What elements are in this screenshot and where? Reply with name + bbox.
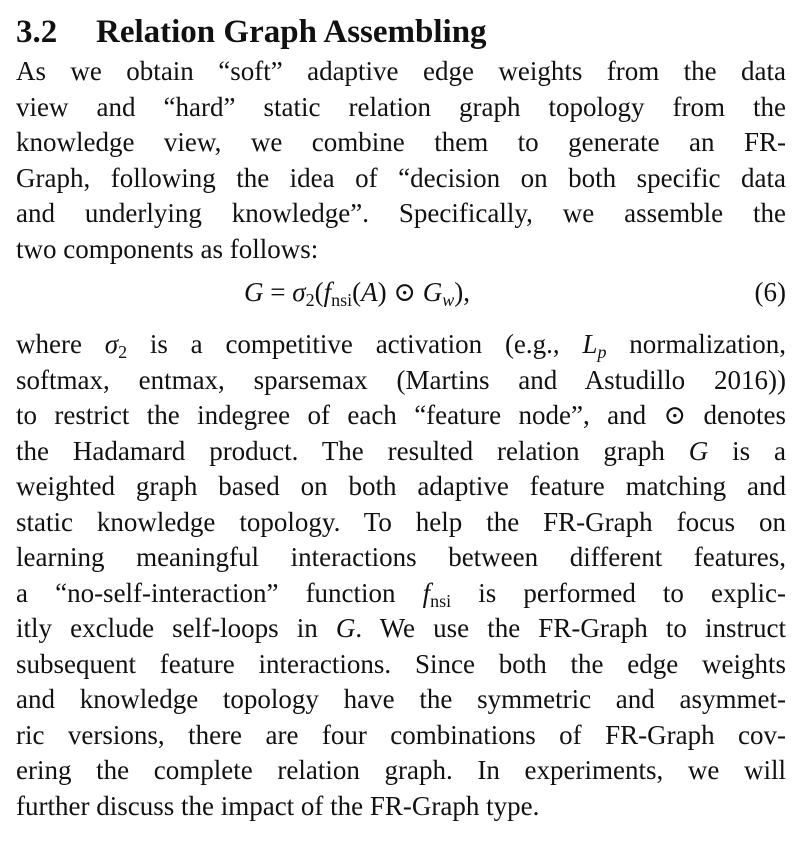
text-line: learning meaningful interactions between different features, — [16, 542, 786, 572]
math-subscript: nsi — [430, 590, 452, 611]
section-title: Relation Graph Assembling — [96, 14, 487, 50]
text-span: itly exclude self-loops in — [16, 613, 336, 643]
text-span: is performed to explic- — [451, 577, 786, 608]
text-span: is a competitive activation (e.g., — [127, 329, 583, 359]
section-heading — [16, 10, 786, 54]
text-span: the Hadamard product. The resulted relation graph — [16, 435, 689, 466]
math-symbol: σ — [104, 329, 119, 359]
text-line: to restrict the indegree of each “feature node”, and ⊙ denotes — [16, 400, 786, 430]
math-subscript: 2 — [118, 342, 128, 362]
section-number: 3.2 — [16, 14, 58, 50]
text-line: ering the complete relation graph. In experiments, we will — [16, 755, 786, 785]
text-line: softmax, entmax, sparsemax (Martins and Astudillo 2016)) — [16, 364, 786, 395]
math-subscript: p — [597, 342, 607, 362]
text-line — [16, 576, 786, 612]
text-span: where — [16, 329, 105, 359]
text-line: static knowledge topology. To help the FR-Graph focus on — [16, 506, 786, 537]
text-line — [16, 327, 786, 363]
text-span: a “no-self-interaction” function — [16, 577, 423, 608]
text-line: knowledge view, we combine them to generate an FR- — [16, 127, 786, 157]
math-symbol: L — [582, 329, 598, 359]
paper-page — [16, 10, 786, 824]
text-line: As we obtain “soft” adaptive edge weights from the data — [16, 56, 786, 86]
text-line — [16, 611, 786, 647]
paragraph-intro — [16, 54, 786, 267]
text-span: is a — [708, 435, 786, 466]
text-line: and underlying knowledge”. Specifically, we assemble the — [16, 198, 786, 228]
text-span: . We use the FR-Graph to instruct — [355, 613, 786, 643]
text-line: Graph, following the idea of “decision on both specific data — [16, 162, 786, 193]
math-symbol: G — [688, 435, 709, 466]
math-symbol: f — [422, 577, 431, 608]
text-line: and knowledge topology have the symmetric and asymmet- — [16, 684, 786, 714]
text-line: weighted graph based on both adaptive feature matching and — [16, 471, 786, 501]
text-line: further discuss the impact of the FR-Graph type. — [16, 790, 540, 821]
paragraph-body — [16, 327, 786, 824]
text-line: view and “hard” static relation graph topology from the — [16, 91, 786, 122]
text-line: two components as follows: — [16, 233, 319, 264]
equation: $G = \sigma_2(f_{nsi}(A)$ ⊙ $G_w$), — [244, 277, 470, 310]
equation-block — [16, 267, 786, 327]
text-span: normalization, — [606, 329, 786, 359]
math-symbol: G — [335, 613, 356, 643]
text-line: subsequent feature interactions. Since both the edge weights — [16, 648, 786, 679]
text-line — [16, 434, 786, 470]
text-line: ric versions, there are four combinations of FR-Graph cov- — [16, 719, 786, 750]
equation-number: (6) — [754, 277, 786, 307]
